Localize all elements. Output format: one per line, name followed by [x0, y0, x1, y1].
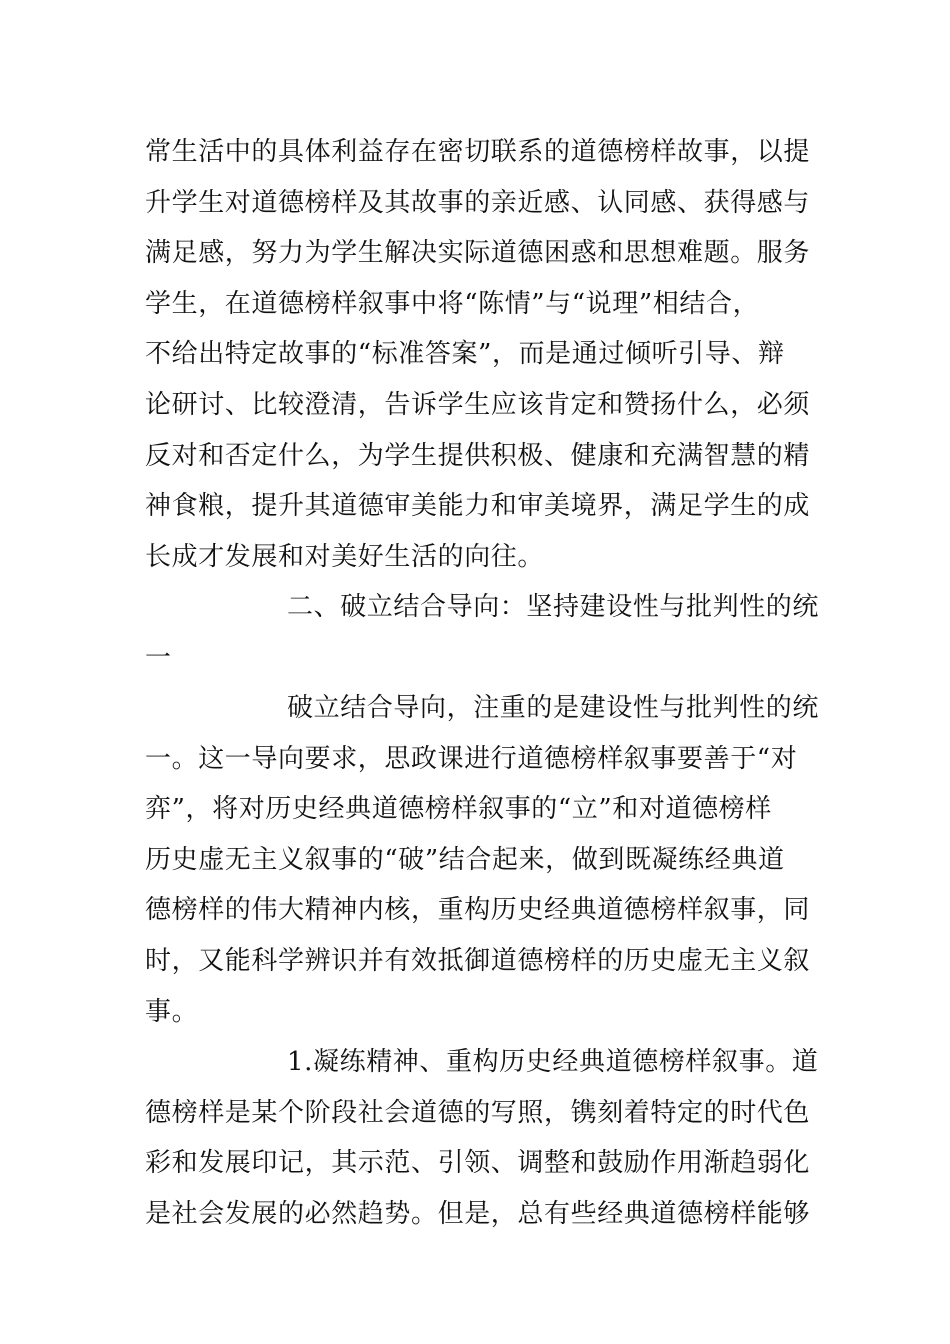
text-line: 德榜样的伟大精神内核，重构历史经典道德榜样叙事，同 [145, 895, 811, 926]
text-line: 1.凝练精神、重构历史经典道德榜样叙事。道 [287, 1047, 819, 1077]
text-line: 德榜样是某个阶段社会道德的写照，镌刻着特定的时代色 [145, 1097, 811, 1128]
text-line: 满足感，努力为学生解决实际道德困惑和思想难题。服务 [145, 238, 811, 269]
text-line: 反对和否定什么，为学生提供积极、健康和充满智慧的精 [145, 440, 811, 471]
text-line: 事。 [145, 996, 199, 1027]
text-line: 彩和发展印记，其示范、引领、调整和鼓励作用渐趋弱化 [145, 1148, 811, 1179]
text-line: 升学生对道德榜样及其故事的亲近感、认同感、获得感与 [145, 187, 811, 218]
text-line: 学生，在道德榜样叙事中将“陈情”与“说理”相结合， [145, 288, 760, 319]
text-line: 破立结合导向，注重的是建设性与批判性的统 [287, 693, 820, 723]
heading-line: 一 [145, 642, 172, 673]
text-line: 一。这一导向要求，思政课进行道德榜样叙事要善于“对 [145, 743, 798, 774]
text-line: 长成才发展和对美好生活的向往。 [145, 541, 545, 572]
text-line: 常生活中的具体利益存在密切联系的道德榜样故事，以提 [145, 137, 811, 167]
text-line: 历史虚无主义叙事的“破”结合起来，做到既凝练经典道 [145, 844, 785, 875]
text-line: 弈”，将对历史经典道德榜样叙事的“立”和对道德榜样 [145, 794, 772, 825]
text-line: 论研讨、比较澄清，告诉学生应该肯定和赞扬什么，必须 [145, 389, 811, 420]
paragraph-1 [145, 127, 811, 582]
text-line: 不给出特定故事的“标准答案”，而是通过倾听引导、辩 [145, 339, 785, 370]
section-heading [145, 582, 820, 683]
text-line: 神食粮，提升其道德审美能力和审美境界，满足学生的成 [145, 491, 811, 522]
paragraph-3 [145, 1037, 819, 1239]
text-line: 时，又能科学辨识并有效抵御道德榜样的历史虚无主义叙 [145, 945, 811, 976]
text-line: 是社会发展的必然趋势。但是，总有些经典道德榜样能够 [145, 1198, 811, 1229]
paragraph-2 [145, 683, 820, 1037]
heading-line: 二、破立结合导向：坚持建设性与批判性的统 [287, 592, 820, 622]
